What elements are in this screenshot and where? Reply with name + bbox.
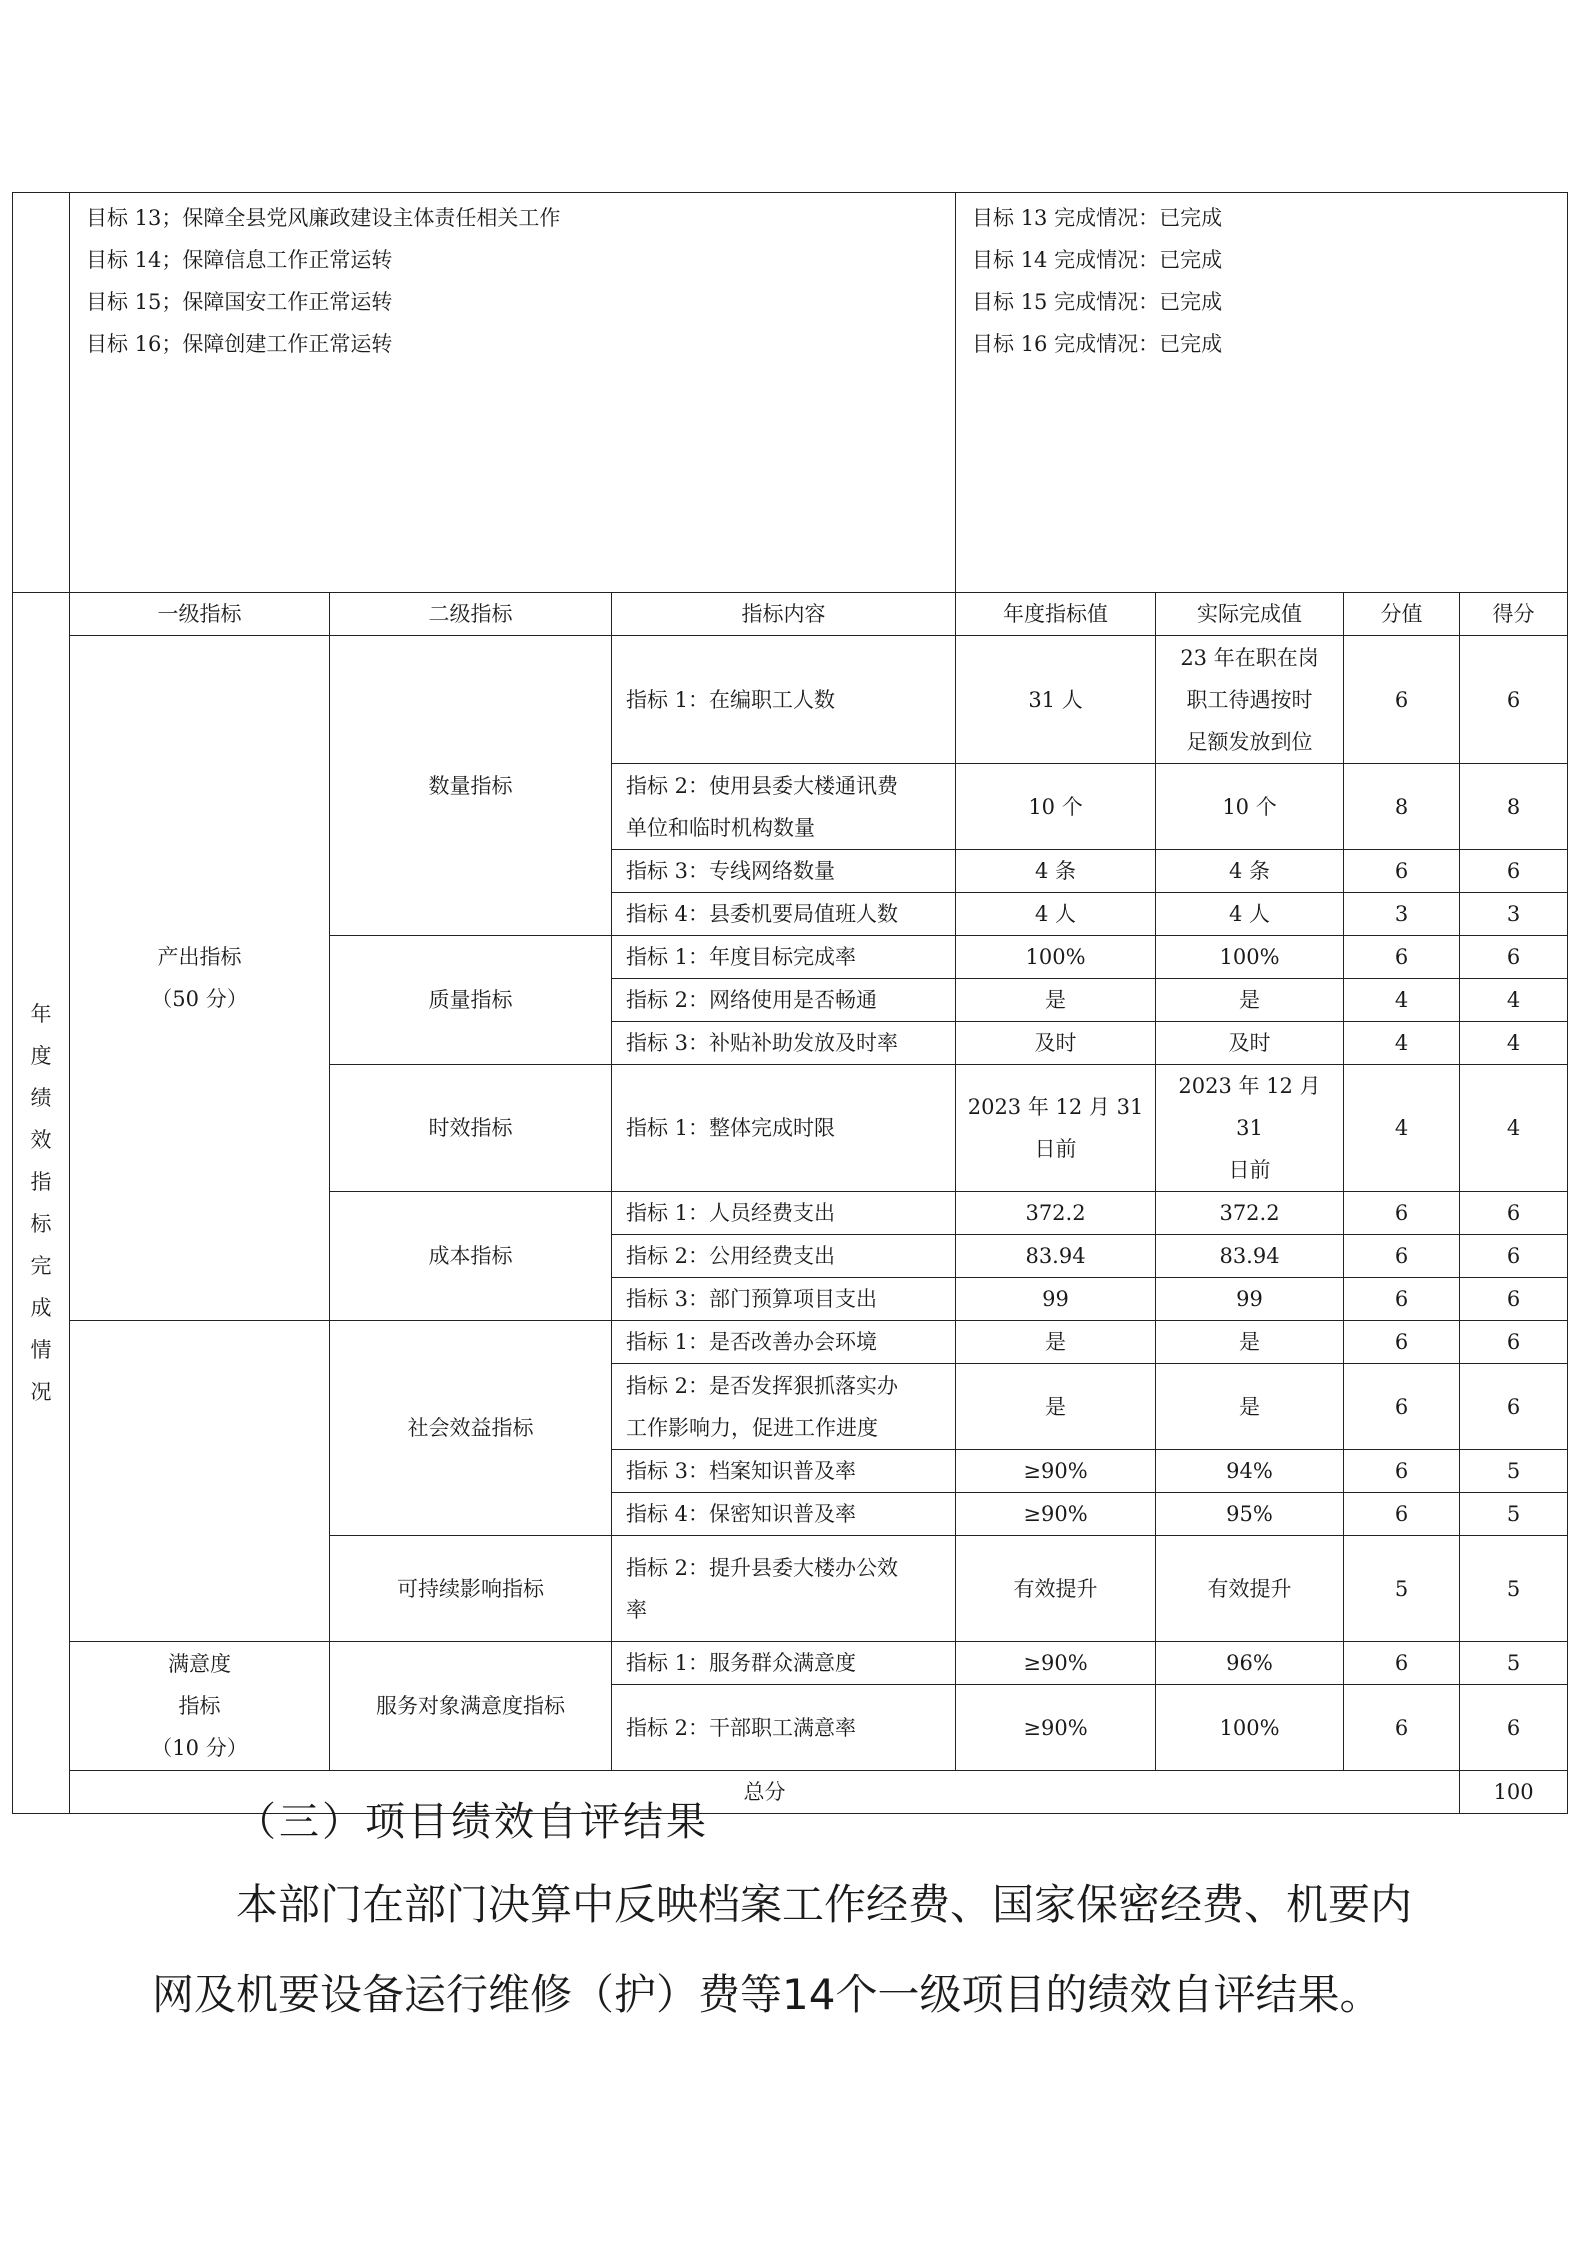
actual-value-line: 是 — [1239, 1330, 1261, 1354]
score-value: 6 — [1344, 1278, 1460, 1321]
indicator-content — [612, 979, 956, 1022]
indicator-content — [612, 1642, 956, 1685]
indicator-content — [612, 1321, 956, 1364]
level2-cell: 可持续影响指标 — [330, 1536, 612, 1642]
actual-value-line: 100% — [1219, 945, 1280, 969]
actual-value-line: 足额发放到位 — [1186, 729, 1313, 754]
goal-status-line: 目标 15 完成情况：已完成 — [972, 290, 1223, 314]
actual-value — [1156, 1364, 1344, 1450]
got-score: 5 — [1460, 1493, 1568, 1536]
indicator-content-line: 指标 4：保密知识普及率 — [626, 1502, 857, 1526]
header-cell: 二级指标 — [330, 593, 612, 636]
actual-value — [1156, 1022, 1344, 1065]
actual-value — [1156, 1685, 1344, 1771]
level1-cell — [70, 1642, 330, 1771]
actual-value — [1156, 764, 1344, 850]
empty-side-cell — [13, 193, 70, 593]
level1-label: （50 分） — [151, 987, 248, 1011]
header-cell: 得分 — [1460, 593, 1568, 636]
annual-target-line: ≥90% — [1023, 1715, 1088, 1740]
score-value: 6 — [1344, 1235, 1460, 1278]
annual-target — [956, 1235, 1156, 1278]
annual-target-line: ≥90% — [1023, 1459, 1088, 1483]
indicator-content-line: 指标 1：年度目标完成率 — [626, 945, 857, 969]
annual-target-line: 2023 年 12 月 31 — [967, 1095, 1144, 1119]
indicator-content — [612, 1493, 956, 1536]
got-score: 4 — [1460, 1065, 1568, 1192]
score-value: 6 — [1344, 1642, 1460, 1685]
actual-value-line: 职工待遇按时 — [1186, 687, 1313, 712]
actual-value-line: 83.94 — [1219, 1244, 1280, 1268]
actual-value-line: 23 年在职在岗 — [1180, 645, 1319, 670]
indicator-content — [612, 1536, 956, 1642]
indicator-content-line: 率 — [626, 1597, 647, 1622]
indicator-content — [612, 1364, 956, 1450]
side-label-char: 况 — [30, 1380, 52, 1404]
annual-target-line: 是 — [1045, 1394, 1067, 1419]
paragraph-line-2: 网及机要设备运行维修（护）费等14个一级项目的绩效自评结果。 — [152, 1970, 1382, 2019]
got-score: 6 — [1460, 1685, 1568, 1771]
goal-line: 目标 13；保障全县党风廉政建设主体责任相关工作 — [86, 206, 561, 230]
score-value: 6 — [1344, 636, 1460, 764]
annual-target — [956, 1450, 1156, 1493]
goals-row — [13, 193, 1568, 593]
indicator-row — [13, 1642, 1568, 1685]
indicator-content-line: 指标 3：档案知识普及率 — [626, 1459, 857, 1483]
annual-target-line: 及时 — [1034, 1031, 1077, 1055]
indicator-content-line: 指标 3：部门预算项目支出 — [626, 1287, 878, 1311]
score-value: 8 — [1344, 764, 1460, 850]
score-value: 6 — [1344, 1493, 1460, 1536]
level2-cell: 时效指标 — [330, 1065, 612, 1192]
indicator-content-line: 指标 1：人员经费支出 — [626, 1201, 836, 1225]
level2-cell: 成本指标 — [330, 1192, 612, 1321]
annual-target-line: 有效提升 — [1013, 1576, 1098, 1601]
indicator-content — [612, 1022, 956, 1065]
actual-value — [1156, 1235, 1344, 1278]
score-value: 6 — [1344, 1450, 1460, 1493]
indicator-content — [612, 1065, 956, 1192]
got-score: 6 — [1460, 1278, 1568, 1321]
annual-target — [956, 893, 1156, 936]
level1-cell — [70, 636, 330, 1321]
got-score: 5 — [1460, 1450, 1568, 1493]
score-value: 6 — [1344, 1364, 1460, 1450]
indicator-content — [612, 936, 956, 979]
actual-value — [1156, 850, 1344, 893]
indicator-content — [612, 1685, 956, 1771]
annual-target — [956, 1321, 1156, 1364]
annual-target-line: 372.2 — [1025, 1201, 1086, 1225]
total-score: 100 — [1460, 1771, 1568, 1814]
indicator-content-line: 指标 3：专线网络数量 — [626, 859, 836, 883]
side-label-char: 成 — [30, 1296, 52, 1320]
indicator-content — [612, 1278, 956, 1321]
actual-value-line: 是 — [1239, 988, 1261, 1012]
annual-target — [956, 1022, 1156, 1065]
actual-value-line: 是 — [1239, 1394, 1261, 1419]
annual-target-line: 是 — [1045, 988, 1067, 1012]
indicator-content-line: 指标 1：在编职工人数 — [626, 687, 836, 712]
actual-value — [1156, 636, 1344, 764]
actual-value — [1156, 1065, 1344, 1192]
level2-cell: 数量指标 — [330, 636, 612, 936]
indicator-row — [13, 636, 1568, 764]
annual-target — [956, 1685, 1156, 1771]
actual-value — [1156, 893, 1344, 936]
score-value: 6 — [1344, 850, 1460, 893]
side-label-char: 情 — [30, 1338, 52, 1362]
score-value: 5 — [1344, 1536, 1460, 1642]
goal-status-line: 目标 13 完成情况：已完成 — [972, 206, 1223, 230]
actual-value-line: 372.2 — [1219, 1201, 1280, 1225]
header-row — [13, 593, 1568, 636]
annual-target-line: 100% — [1025, 945, 1086, 969]
side-label-char: 完 — [30, 1254, 52, 1278]
level1-label: 满意度 — [168, 1652, 231, 1676]
actual-value-line: 2023 年 12 月 31 — [1178, 1074, 1321, 1140]
indicator-content-line: 指标 4：县委机要局值班人数 — [626, 902, 899, 926]
side-label-char: 绩 — [30, 1086, 52, 1110]
actual-value-line: 及时 — [1228, 1031, 1271, 1055]
annual-target-line: 10 个 — [1028, 794, 1083, 819]
got-score: 6 — [1460, 936, 1568, 979]
indicator-content-line: 指标 2：公用经费支出 — [626, 1244, 836, 1268]
got-score: 3 — [1460, 893, 1568, 936]
got-score: 5 — [1460, 1536, 1568, 1642]
actual-value — [1156, 1278, 1344, 1321]
side-label-char: 效 — [30, 1128, 52, 1152]
side-label-char: 度 — [30, 1044, 52, 1068]
score-value: 6 — [1344, 1685, 1460, 1771]
actual-value-line: 10 个 — [1222, 794, 1277, 819]
annual-target-line: ≥90% — [1023, 1651, 1088, 1675]
goal-status-line: 目标 16 完成情况：已完成 — [972, 332, 1223, 356]
indicator-content-line: 指标 2：干部职工满意率 — [626, 1715, 857, 1740]
annual-target — [956, 1493, 1156, 1536]
side-label-char: 标 — [30, 1212, 52, 1236]
actual-value — [1156, 1192, 1344, 1235]
actual-value-line: 有效提升 — [1207, 1576, 1292, 1601]
header-cell: 分值 — [1344, 593, 1460, 636]
actual-value-line: 96% — [1226, 1651, 1273, 1675]
score-value: 4 — [1344, 1022, 1460, 1065]
got-score: 6 — [1460, 850, 1568, 893]
level2-cell: 质量指标 — [330, 936, 612, 1065]
indicator-content-line: 指标 3：补贴补助发放及时率 — [626, 1031, 899, 1055]
goal-line: 目标 14；保障信息工作正常运转 — [86, 248, 393, 272]
score-value: 4 — [1344, 1065, 1460, 1192]
got-score: 6 — [1460, 636, 1568, 764]
score-value: 4 — [1344, 979, 1460, 1022]
performance-table — [12, 192, 1568, 1814]
annual-target — [956, 936, 1156, 979]
indicator-content — [612, 764, 956, 850]
side-label-char: 年 — [30, 1002, 52, 1026]
score-value: 3 — [1344, 893, 1460, 936]
actual-value-line: 4 条 — [1228, 859, 1271, 883]
annual-target-line: ≥90% — [1023, 1502, 1088, 1526]
score-value: 6 — [1344, 1192, 1460, 1235]
level1-label: 产出指标 — [157, 945, 242, 969]
annual-target-line: 31 人 — [1028, 687, 1083, 712]
indicator-content-line: 指标 2：使用县委大楼通讯费 — [626, 773, 899, 798]
annual-target-line: 99 — [1042, 1287, 1069, 1311]
annual-target — [956, 1364, 1156, 1450]
level1-label: （10 分） — [151, 1736, 248, 1760]
actual-value-line: 99 — [1236, 1287, 1263, 1311]
got-score: 6 — [1460, 1235, 1568, 1278]
actual-value-line: 日前 — [1228, 1158, 1271, 1182]
side-label-char: 指 — [30, 1170, 52, 1194]
annual-target — [956, 764, 1156, 850]
paragraph-line-1: 本部门在部门决算中反映档案工作经费、国家保密经费、机要内 — [236, 1880, 1413, 1929]
actual-value — [1156, 1493, 1344, 1536]
got-score: 4 — [1460, 979, 1568, 1022]
actual-value-line: 94% — [1226, 1459, 1273, 1483]
indicator-content — [612, 850, 956, 893]
header-cell: 指标内容 — [612, 593, 956, 636]
level1-label: 指标 — [178, 1694, 221, 1718]
actual-value-line: 100% — [1219, 1715, 1280, 1740]
got-score: 4 — [1460, 1022, 1568, 1065]
indicator-content — [612, 893, 956, 936]
annual-target — [956, 979, 1156, 1022]
indicator-row — [13, 1321, 1568, 1364]
actual-value — [1156, 979, 1344, 1022]
annual-target-line: 日前 — [1034, 1137, 1077, 1161]
side-label — [13, 593, 70, 1814]
total-label: 总分 — [70, 1771, 1460, 1814]
goals-left-cell — [70, 193, 956, 593]
actual-value — [1156, 1642, 1344, 1685]
indicator-content-line: 单位和临时机构数量 — [626, 815, 815, 840]
goal-line: 目标 15；保障国安工作正常运转 — [86, 290, 393, 314]
indicator-content-line: 指标 2：提升县委大楼办公效 — [626, 1555, 899, 1580]
indicator-content — [612, 1450, 956, 1493]
annual-target-line: 4 人 — [1034, 902, 1077, 926]
annual-target — [956, 636, 1156, 764]
goals-right-cell — [956, 193, 1568, 593]
header-cell: 年度指标值 — [956, 593, 1156, 636]
goal-status-line: 目标 14 完成情况：已完成 — [972, 248, 1223, 272]
indicator-content — [612, 1192, 956, 1235]
score-value: 6 — [1344, 1321, 1460, 1364]
annual-target-line: 4 条 — [1034, 859, 1077, 883]
indicator-content-line: 指标 1：是否改善办会环境 — [626, 1330, 878, 1354]
goal-line: 目标 16；保障创建工作正常运转 — [86, 332, 393, 356]
annual-target — [956, 1536, 1156, 1642]
got-score: 6 — [1460, 1192, 1568, 1235]
indicator-content — [612, 636, 956, 764]
indicator-content-line: 指标 1：整体完成时限 — [626, 1116, 836, 1140]
actual-value-line: 95% — [1226, 1502, 1273, 1526]
header-cell: 一级指标 — [70, 593, 330, 636]
got-score: 6 — [1460, 1321, 1568, 1364]
annual-target — [956, 1642, 1156, 1685]
annual-target-line: 83.94 — [1025, 1244, 1086, 1268]
indicator-content — [612, 1235, 956, 1278]
level2-cell: 社会效益指标 — [330, 1321, 612, 1536]
indicator-content-line: 工作影响力，促进工作进度 — [626, 1415, 878, 1440]
annual-target-line: 是 — [1045, 1330, 1067, 1354]
level2-cell: 服务对象满意度指标 — [330, 1642, 612, 1771]
indicator-content-line: 指标 2：网络使用是否畅通 — [626, 988, 878, 1012]
annual-target — [956, 1065, 1156, 1192]
annual-target — [956, 1278, 1156, 1321]
got-score: 8 — [1460, 764, 1568, 850]
annual-target — [956, 850, 1156, 893]
got-score: 5 — [1460, 1642, 1568, 1685]
score-value: 6 — [1344, 936, 1460, 979]
got-score: 6 — [1460, 1364, 1568, 1450]
actual-value — [1156, 1321, 1344, 1364]
indicator-content-line: 指标 2：是否发挥狠抓落实办 — [626, 1373, 899, 1398]
level1-cell — [70, 1321, 330, 1642]
header-cell: 实际完成值 — [1156, 593, 1344, 636]
indicator-content-line: 指标 1：服务群众满意度 — [626, 1651, 857, 1675]
section-heading: （三）项目绩效自评结果 — [236, 1799, 709, 1845]
actual-value-line: 4 人 — [1228, 902, 1271, 926]
annual-target — [956, 1192, 1156, 1235]
actual-value — [1156, 936, 1344, 979]
actual-value — [1156, 1536, 1344, 1642]
actual-value — [1156, 1450, 1344, 1493]
